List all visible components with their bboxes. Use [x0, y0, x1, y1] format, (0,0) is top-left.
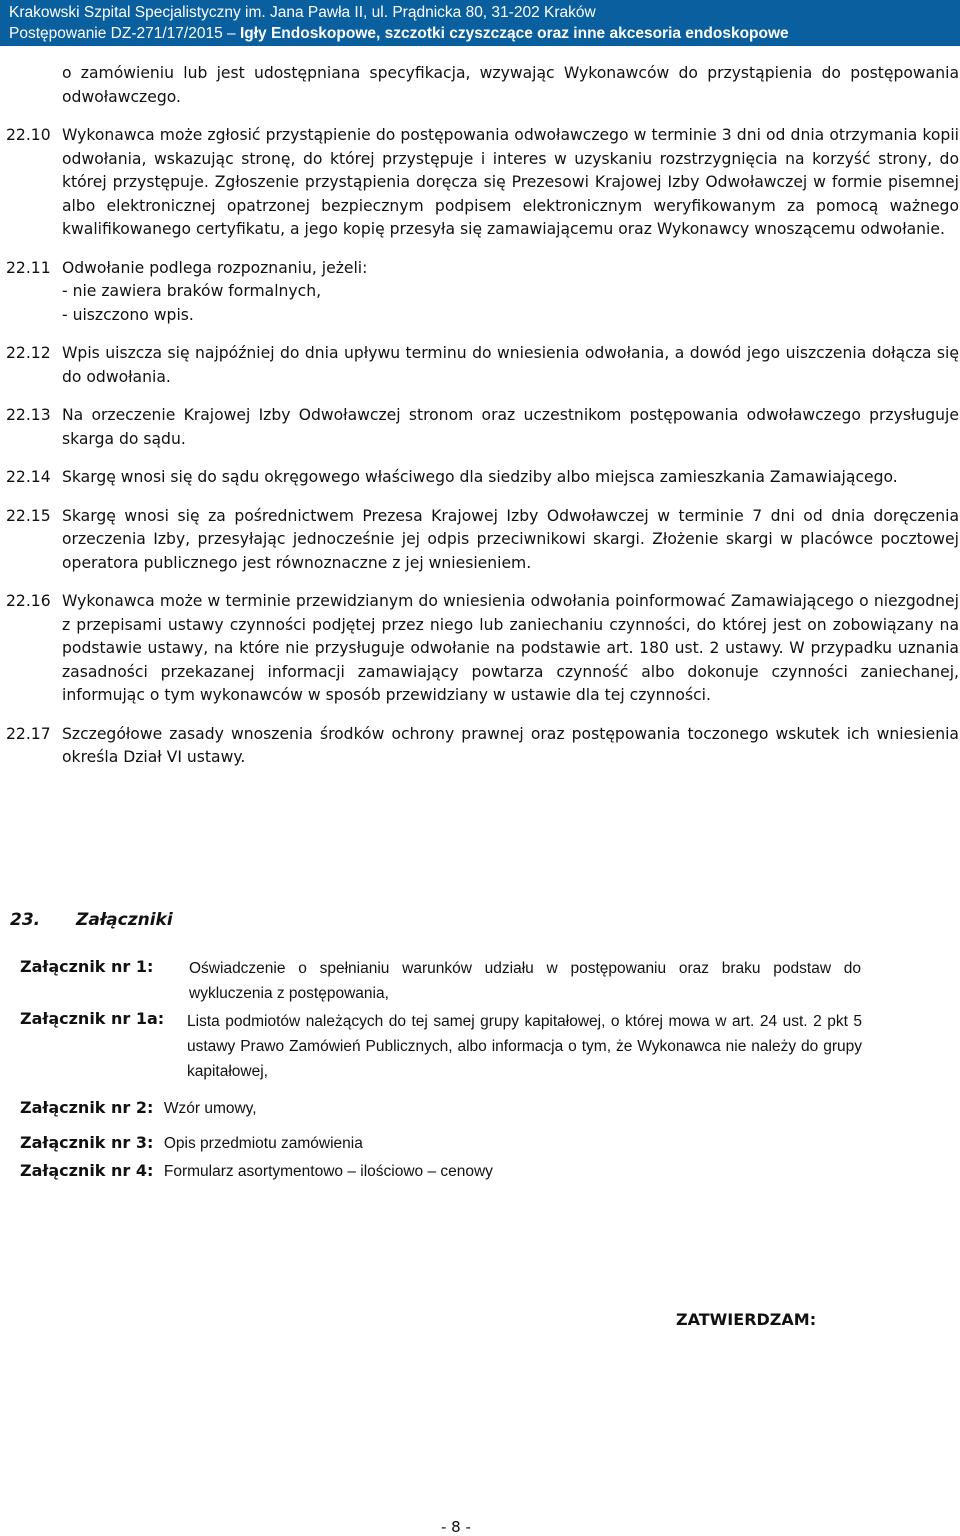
- attachment-description: Opis przedmiotu zamówienia: [163, 1135, 363, 1152]
- document-body: [0, 62, 960, 785]
- paragraph-text: Wykonawca może zgłosić przystąpienie do postępowania odwoławczego w terminie 3 dni od dnia otrzymania kopii odwołania, wskazując stronę, do której przystępuje i interes w uzyskaniu rozstrzygnięcia na korzyść strony, do której przystępuje. Zgłoszenie przystąpienia doręcza się Prezesowi Krajowej Izby Odwoławczej w formie pisemnej albo elektronicznej opatrzonej bezpiecznym podpisem elektronicznym weryfikowanym za pomocą ważnego kwalifikowanego certyfikatu, a jego kopię przesyła się zamawiającemu oraz Wykonawcy wnoszącemu odwołanie.: [62, 126, 959, 238]
- attachment-label: Załącznik nr 3:: [20, 1133, 154, 1152]
- attachment-description: Formularz asortymentowo – ilościowo – cenowy: [163, 1163, 493, 1180]
- page-number: - 8 -: [441, 1518, 471, 1536]
- document-header: [0, 0, 960, 46]
- paragraph-number: 22.13: [6, 406, 51, 424]
- paragraph-number: 22.10: [6, 126, 51, 144]
- attachment-description: Lista podmiotów należących do tej samej grupy kapitałowej, o której mowa w art. 24 ust. 2 pkt 5 ustawy Prawo Zamówień Publicznych, albo informacja o tym, że Wykonawca nie należy do grupy kapitałowej,: [187, 1013, 862, 1080]
- attachment-4: [20, 1161, 493, 1181]
- paragraph-text: Odwołanie podlega rozpoznaniu, jeżeli:: [62, 258, 368, 277]
- paragraph-22-15: [0, 505, 959, 576]
- paragraph-text: Na orzeczenie Krajowej Izby Odwoławczej stronom oraz uczestnikom postępowania odwoławczego przysługuje skarga do sądu.: [62, 406, 959, 448]
- attachment-label: Załącznik nr 4:: [20, 1161, 154, 1180]
- attachment-3: [20, 1133, 363, 1153]
- list-item: - nie zawiera braków formalnych,: [62, 282, 322, 300]
- section-heading: [10, 910, 173, 930]
- opener-paragraph: o zamówieniu lub jest udostępniana specyfikacja, wzywając Wykonawców do przystąpienia do postępowania odwoławczego.: [62, 64, 959, 106]
- paragraph-number: 22.11: [6, 258, 51, 277]
- attachment-description: Wzór umowy,: [163, 1100, 257, 1117]
- paragraph-text: Skargę wnosi się do sądu okręgowego właściwego dla siedziby albo miejsca zamieszkania Zamawiającego.: [62, 468, 898, 486]
- paragraph-number: 22.15: [6, 506, 51, 525]
- approval-label: ZATWIERDZAM:: [676, 1310, 817, 1329]
- paragraph-22-10: [0, 124, 959, 242]
- attachment-label: Załącznik nr 1a:: [20, 1009, 165, 1028]
- paragraph-text: Wpis uiszcza się najpóźniej do dnia upływu terminu do wniesienia odwołania, a dowód jego uiszczenia dołącza się do odwołania.: [62, 344, 959, 386]
- paragraph-22-14: [0, 466, 959, 490]
- header-procedure: Postępowanie DZ-271/17/2015 – Igły Endoskopowe, szczotki czyszczące oraz inne akcesoria endoskopowe: [9, 25, 789, 42]
- paragraph-22-16: [0, 590, 959, 708]
- section-number: 23.: [10, 910, 41, 930]
- header-institution: Krakowski Szpital Specjalistyczny im. Jana Pawła II, ul. Prądnicka 80, 31-202 Kraków: [9, 4, 596, 21]
- paragraph-22-13: [0, 404, 959, 451]
- paragraph-number: 22.16: [6, 592, 51, 610]
- paragraph-number: 22.12: [6, 344, 51, 362]
- attachment-2: [20, 1098, 257, 1118]
- paragraph-22-12: [0, 342, 959, 389]
- attachment-description: Oświadczenie o spełnianiu warunków udziału w postępowaniu oraz braku podstaw do wykluczenia z postępowania,: [189, 960, 861, 1002]
- attachment-label: Załącznik nr 2:: [20, 1098, 154, 1117]
- attachment-label: Załącznik nr 1:: [20, 957, 154, 976]
- paragraph-22-11: [0, 257, 959, 328]
- paragraph-text: Skargę wnosi się za pośrednictwem Prezesa Krajowej Izby Odwoławczej w terminie 7 dni od dnia doręczenia orzeczenia Izby, przesyłając jednocześnie jej odpis przeciwnikowi skargi. Złożenie skargi w placówce pocztowej operatora publicznego jest równoznaczne z jej wniesieniem.: [62, 506, 959, 572]
- attachment-1: [20, 957, 153, 977]
- list-item: - uiszczono wpis.: [62, 305, 194, 324]
- paragraph-text: Szczegółowe zasady wnoszenia środków ochrony prawnej oraz postępowania toczonego wskutek ich wniesienia określa Dział VI ustawy.: [62, 724, 959, 766]
- paragraph-text: Wykonawca może w terminie przewidzianym do wniesienia odwołania poinformować Zamawiającego o niezgodnej z przepisami ustawy czynności podjętej przez niego lub zaniechaniu czynności, do której jest on zobowiązany na podstawie ustawy, na które nie przysługuje odwołanie na podstawie art. 180 ust. 2 ustawy. W przypadku uznania zasadności przekazanej informacji zamawiający powtarza czynność albo dokonuje czynności zaniechanej, informując o tym wykonawców w sposób przewidziany w ustawie dla tej czynności.: [62, 592, 959, 704]
- paragraph-22-17: [0, 723, 959, 770]
- paragraph-number: 22.17: [6, 724, 51, 743]
- attachment-1a: [20, 1009, 164, 1029]
- paragraph-number: 22.14: [6, 468, 51, 486]
- section-title: Załączniki: [76, 910, 173, 930]
